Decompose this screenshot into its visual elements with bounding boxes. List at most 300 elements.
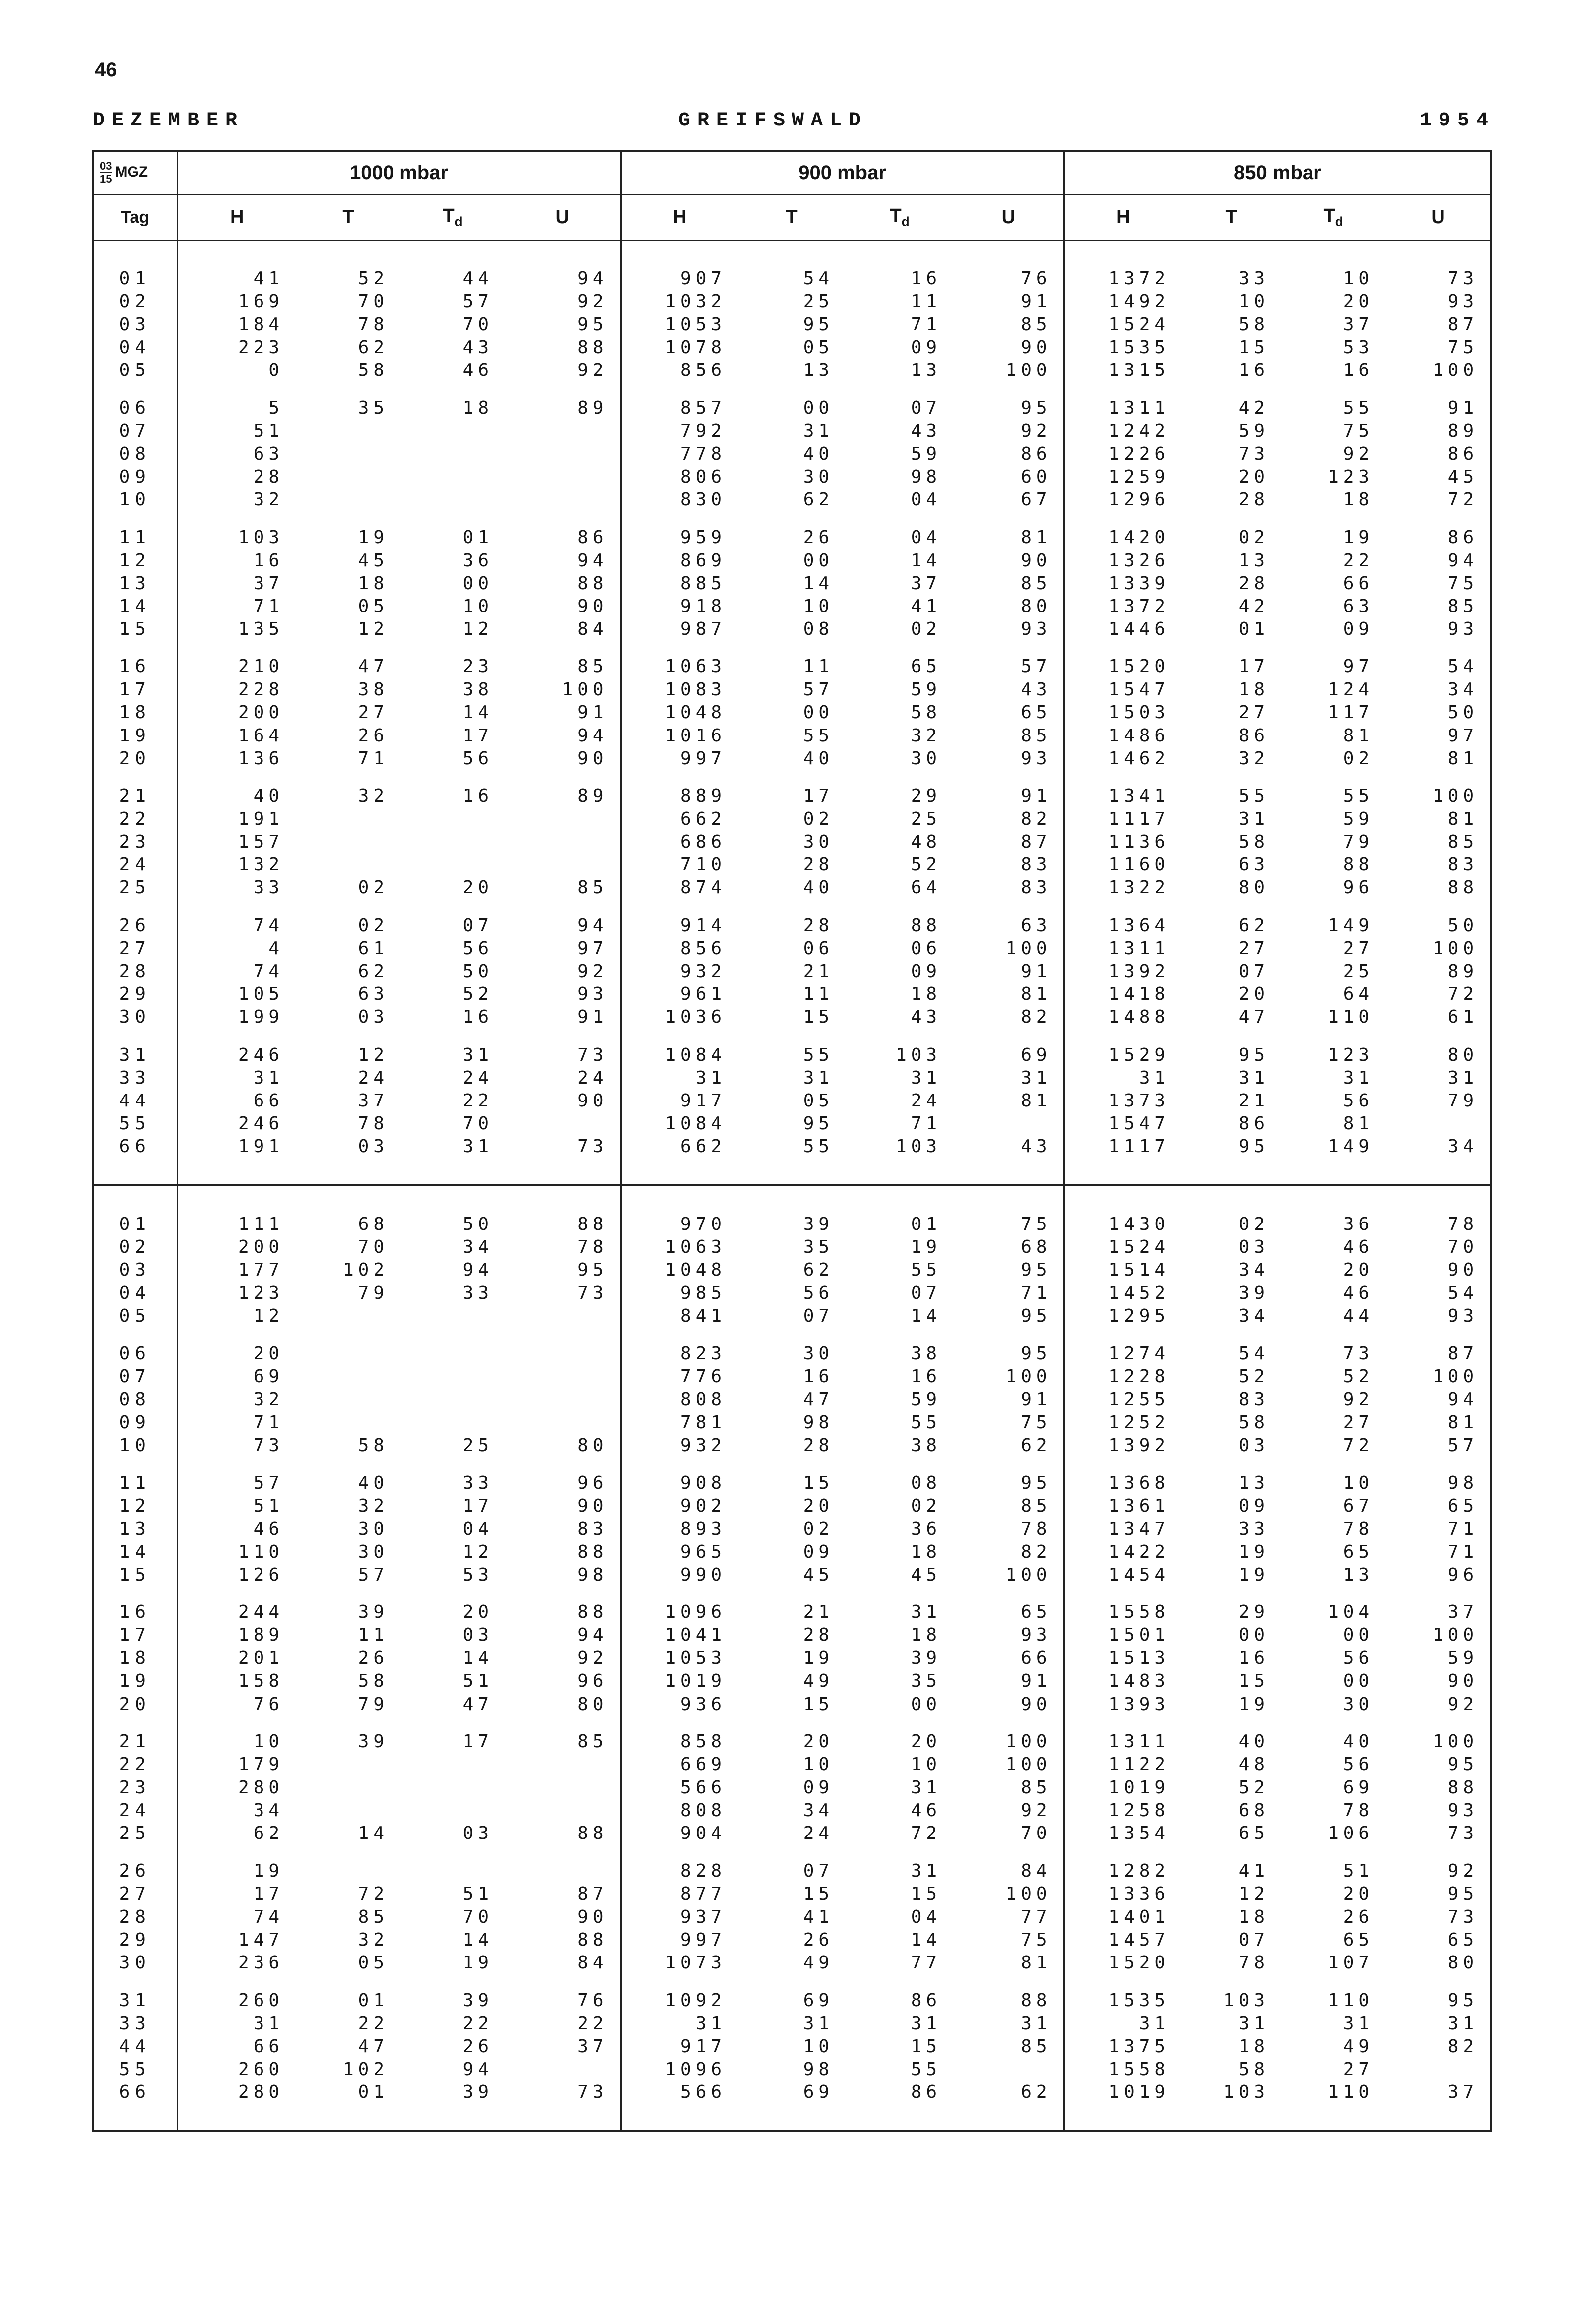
table-row (93, 1799, 1491, 1822)
cell-u-900: 92 (1021, 1800, 1051, 1821)
cell-u-900: 90 (1021, 550, 1051, 571)
cell-u-850: 75 (1447, 573, 1479, 594)
cell-u-1000 (505, 854, 621, 876)
cell-t-850: 28 (1238, 489, 1270, 510)
cell-td-900: 04 (911, 489, 942, 510)
cell-tag: 33 (119, 2013, 151, 2034)
cell-td-850: 59 (1343, 809, 1374, 830)
cell-t-850: 42 (1238, 397, 1270, 418)
cell-td-900: 18 (911, 1541, 942, 1562)
table-row (93, 1342, 1491, 1365)
cell-h-1000: 66 (177, 2035, 296, 2058)
table-row (93, 1089, 1491, 1112)
cell-td-850: 92 (1343, 1389, 1374, 1410)
cell-h-900: 1096 (621, 2058, 738, 2080)
cell-t-850: 03 (1238, 1435, 1270, 1456)
cell-td-1000: 20 (462, 1602, 493, 1623)
cell-h-900: 893 (621, 1517, 738, 1540)
table-row (93, 1989, 1491, 2012)
cell-td-900: 38 (911, 1343, 942, 1364)
cell-td-1000: 20 (462, 877, 493, 898)
table-row (93, 1563, 1491, 1586)
cell-t-850: 16 (1238, 1648, 1270, 1669)
table-row (93, 854, 1491, 876)
cell-u-1000 (505, 1365, 621, 1388)
cell-h-1000: 10 (177, 1730, 296, 1753)
cell-u-900: 93 (1021, 748, 1051, 769)
cell-u-1000: 88 (577, 1930, 608, 1951)
cell-u-850 (1386, 2058, 1491, 2080)
cell-u-1000: 95 (577, 314, 608, 335)
cell-h-1000: 147 (177, 1929, 296, 1952)
cell-tag: 44 (119, 2036, 151, 2057)
cell-h-850: 1547 (1064, 678, 1181, 701)
cell-t-850: 01 (1238, 618, 1270, 639)
cell-t-850: 34 (1238, 1306, 1270, 1327)
cell-u-1000: 80 (577, 1694, 608, 1714)
cell-td-1000: 14 (462, 702, 493, 723)
cell-td-1000 (400, 1388, 505, 1411)
cell-h-850: 1422 (1064, 1540, 1181, 1563)
cell-u-1000: 88 (577, 1602, 608, 1623)
group-spacer (93, 770, 1491, 785)
cell-u-850: 87 (1447, 1343, 1479, 1364)
cell-u-850: 95 (1447, 1883, 1479, 1904)
cell-u-850: 61 (1447, 1007, 1479, 1028)
cell-tag: 10 (119, 489, 151, 510)
cell-td-900: 18 (911, 1625, 942, 1646)
cell-u-850: 100 (1433, 360, 1479, 381)
cell-u-1000: 88 (577, 1823, 608, 1844)
cell-u-900: 62 (1021, 1435, 1051, 1456)
cell-h-850: 1452 (1064, 1282, 1181, 1305)
cell-tag: 24 (119, 1800, 151, 1821)
cell-td-1000: 00 (462, 573, 493, 594)
cell-td-900: 64 (911, 877, 942, 898)
table-row (93, 1411, 1491, 1434)
cell-h-1000: 66 (177, 1089, 296, 1112)
cell-u-900: 95 (1021, 1472, 1051, 1493)
group-spacer (93, 1457, 1491, 1471)
cell-td-900: 14 (911, 1930, 942, 1951)
cell-tag: 66 (119, 1136, 151, 1157)
cell-td-1000 (400, 419, 505, 442)
cell-t-900: 28 (803, 1625, 834, 1646)
cell-h-900: 1063 (621, 655, 738, 678)
cell-td-1000 (400, 442, 505, 465)
cell-tag: 25 (119, 1823, 151, 1844)
table-row (93, 2058, 1491, 2080)
cell-t-900: 39 (803, 1214, 834, 1234)
cell-td-850: 123 (1328, 1044, 1374, 1065)
cell-t-900: 95 (803, 314, 834, 335)
cell-u-1000 (505, 488, 621, 511)
cell-t-1000: 68 (358, 1214, 389, 1234)
cell-t-1000: 24 (358, 1067, 389, 1088)
cell-u-1000 (505, 1342, 621, 1365)
cell-tag: 55 (119, 1113, 151, 1134)
cell-t-900: 40 (803, 748, 834, 769)
cell-t-1000 (296, 1305, 400, 1328)
cell-u-850: 54 (1447, 656, 1479, 677)
cell-u-900: 75 (1021, 1930, 1051, 1951)
cell-u-1000: 91 (577, 1007, 608, 1028)
cell-h-850: 1019 (1064, 1776, 1181, 1799)
cell-t-850: 34 (1238, 1259, 1270, 1280)
cell-t-900: 49 (803, 1671, 834, 1692)
cell-t-1000: 32 (358, 1495, 389, 1516)
cell-t-850: 19 (1238, 1694, 1270, 1714)
cell-h-850: 1019 (1064, 2080, 1181, 2103)
cell-t-1000: 05 (358, 596, 389, 616)
cell-td-850: 31 (1343, 1067, 1374, 1088)
cell-h-1000: 191 (177, 808, 296, 831)
cell-u-1000: 88 (577, 573, 608, 594)
table-row (93, 1006, 1491, 1029)
cell-h-850: 1524 (1064, 313, 1181, 336)
cell-t-900: 14 (803, 573, 834, 594)
cell-h-1000: 71 (177, 595, 296, 617)
cell-u-900: 80 (1021, 596, 1051, 616)
cell-h-850: 1373 (1064, 1089, 1181, 1112)
cell-td-900: 15 (911, 1883, 942, 1904)
cell-td-900: 46 (911, 1800, 942, 1821)
cell-h-1000: 28 (177, 465, 296, 488)
cell-td-850: 53 (1343, 337, 1374, 358)
cell-t-850: 65 (1238, 1823, 1270, 1844)
cell-t-850: 86 (1238, 1113, 1270, 1134)
cell-td-850: 73 (1343, 1343, 1374, 1364)
group-spacer (93, 1586, 1491, 1601)
cell-u-900: 76 (1021, 268, 1051, 289)
cell-td-850: 44 (1343, 1306, 1374, 1327)
col-h-900: H (621, 194, 738, 240)
cell-h-1000: 73 (177, 1434, 296, 1457)
cell-h-1000: 74 (177, 960, 296, 983)
table-row (93, 747, 1491, 770)
cell-h-1000: 177 (177, 1258, 296, 1281)
cell-td-1000: 53 (462, 1564, 493, 1585)
cell-u-900 (953, 1112, 1064, 1135)
cell-t-900: 26 (803, 1930, 834, 1951)
cell-tag: 30 (119, 1007, 151, 1028)
cell-u-900: 95 (1021, 1343, 1051, 1364)
cell-h-850: 1486 (1064, 724, 1181, 747)
cell-t-900: 28 (803, 1435, 834, 1456)
cell-t-900: 54 (803, 268, 834, 289)
table-row (93, 724, 1491, 747)
cell-td-900: 11 (911, 291, 942, 312)
cell-tag: 19 (119, 1671, 151, 1692)
cell-td-900: 55 (911, 1259, 942, 1280)
cell-t-850: 73 (1238, 443, 1270, 464)
cell-h-900: 877 (621, 1882, 738, 1905)
cell-t-900: 40 (803, 877, 834, 898)
cell-u-1000: 94 (577, 915, 608, 936)
cell-td-850: 67 (1343, 1495, 1374, 1516)
cell-u-850: 83 (1447, 855, 1479, 875)
cell-u-1000: 98 (577, 1564, 608, 1585)
cell-t-1000 (296, 465, 400, 488)
cell-td-1000: 50 (462, 1214, 493, 1234)
cell-td-850: 66 (1343, 573, 1374, 594)
cell-t-850: 20 (1238, 984, 1270, 1005)
cell-h-900: 1092 (621, 1989, 738, 2012)
cell-td-850: 27 (1343, 1412, 1374, 1433)
cell-tag: 29 (119, 1930, 151, 1951)
cell-t-900: 95 (803, 1113, 834, 1134)
cell-t-1000: 70 (358, 291, 389, 312)
cell-h-1000: 4 (177, 937, 296, 960)
aerological-data-table (92, 150, 1492, 2132)
cell-t-900: 20 (803, 1495, 834, 1516)
table-row (93, 785, 1491, 808)
cell-t-850: 12 (1238, 1883, 1270, 1904)
cell-h-900: 932 (621, 960, 738, 983)
cell-t-850: 95 (1238, 1136, 1270, 1157)
cell-td-900: 10 (911, 1754, 942, 1775)
table-row (93, 876, 1491, 899)
cell-t-900: 55 (803, 1136, 834, 1157)
cell-t-1000: 62 (358, 961, 389, 982)
group-spacer (93, 1029, 1491, 1044)
cell-t-850: 52 (1238, 1777, 1270, 1798)
cell-t-900: 28 (803, 855, 834, 875)
cell-t-900: 49 (803, 1953, 834, 1973)
cell-t-900: 69 (803, 2081, 834, 2102)
cell-t-900: 19 (803, 1648, 834, 1669)
cell-h-850: 1122 (1064, 1753, 1181, 1776)
cell-t-1000: 02 (358, 915, 389, 936)
cell-u-900: 93 (1021, 1625, 1051, 1646)
table-row (93, 960, 1491, 983)
section-bottom-spacer (93, 1158, 1491, 1186)
cell-td-900: 48 (911, 832, 942, 853)
cell-h-850: 1446 (1064, 617, 1181, 640)
table-row (93, 267, 1491, 290)
cell-h-900: 907 (621, 267, 738, 290)
cell-td-850: 16 (1343, 360, 1374, 381)
cell-tag: 22 (119, 809, 151, 830)
cell-td-850: 20 (1343, 1883, 1374, 1904)
cell-h-900: 874 (621, 876, 738, 899)
cell-tag: 19 (119, 725, 151, 746)
cell-t-900: 00 (803, 397, 834, 418)
cell-u-900: 31 (1021, 1067, 1051, 1088)
cell-u-850: 95 (1447, 1990, 1479, 2011)
tag-header: Tag (121, 207, 150, 227)
cell-td-1000: 36 (462, 550, 493, 571)
cell-t-900: 62 (803, 489, 834, 510)
cell-td-900: 31 (911, 1067, 942, 1088)
cell-td-900: 31 (911, 1777, 942, 1798)
cell-td-900: 45 (911, 1564, 942, 1585)
cell-td-1000: 56 (462, 748, 493, 769)
col-u-1000: U (555, 206, 569, 228)
cell-u-1000 (505, 2058, 621, 2080)
cell-t-1000: 30 (358, 1541, 389, 1562)
cell-u-900: 85 (1021, 725, 1051, 746)
cell-u-900: 83 (1021, 855, 1051, 875)
table-row (93, 678, 1491, 701)
cell-u-850: 50 (1447, 915, 1479, 936)
cell-t-1000: 30 (358, 1518, 389, 1539)
cell-u-1000: 94 (577, 1625, 608, 1646)
cell-u-850: 97 (1447, 725, 1479, 746)
cell-tag: 09 (119, 1412, 151, 1433)
cell-h-1000: 246 (177, 1043, 296, 1066)
cell-tag: 17 (119, 679, 151, 700)
cell-u-1000: 90 (577, 596, 608, 616)
cell-td-850: 56 (1343, 1754, 1374, 1775)
cell-h-850: 1372 (1064, 595, 1181, 617)
cell-td-900: 16 (911, 268, 942, 289)
cell-h-850: 1393 (1064, 1693, 1181, 1715)
cell-td-1000 (400, 808, 505, 831)
cell-u-900: 66 (1021, 1648, 1051, 1669)
cell-t-1000: 18 (358, 573, 389, 594)
cell-td-900: 65 (911, 656, 942, 677)
cell-h-1000: 5 (177, 396, 296, 419)
cell-t-850: 17 (1238, 656, 1270, 677)
cell-t-1000: 12 (358, 1044, 389, 1065)
col-t-850: T (1225, 206, 1237, 228)
cell-h-1000: 200 (177, 1235, 296, 1258)
cell-u-850: 34 (1447, 1136, 1479, 1157)
cell-td-850: 117 (1328, 702, 1374, 723)
cell-t-850: 21 (1238, 1090, 1270, 1111)
cell-tag: 08 (119, 443, 151, 464)
cell-td-1000 (400, 488, 505, 511)
cell-u-1000: 90 (577, 1495, 608, 1516)
cell-td-1000: 04 (462, 1518, 493, 1539)
cell-u-850: 80 (1447, 1044, 1479, 1065)
cell-tag: 31 (119, 1990, 151, 2011)
cell-u-900: 91 (1021, 291, 1051, 312)
cell-td-1000: 18 (462, 397, 493, 418)
cell-h-850: 1252 (1064, 1411, 1181, 1434)
cell-t-850: 00 (1238, 1625, 1270, 1646)
cell-h-1000: 51 (177, 419, 296, 442)
table-row (93, 2035, 1491, 2058)
cell-h-1000: 105 (177, 983, 296, 1006)
cell-u-900: 31 (1021, 2013, 1051, 2034)
cell-td-900: 55 (911, 1412, 942, 1433)
cell-u-850: 37 (1447, 1602, 1479, 1623)
cell-u-900: 100 (1005, 1883, 1051, 1904)
cell-h-1000: 51 (177, 1494, 296, 1517)
cell-t-850: 58 (1238, 832, 1270, 853)
cell-tag: 08 (119, 1389, 151, 1410)
table-row (93, 1112, 1491, 1135)
cell-h-900: 914 (621, 914, 738, 937)
cell-t-900: 45 (803, 1564, 834, 1585)
cell-t-850: 15 (1238, 1671, 1270, 1692)
cell-t-900: 28 (803, 915, 834, 936)
table-row (93, 1235, 1491, 1258)
cell-td-900: 07 (911, 1283, 942, 1304)
table-row (93, 2012, 1491, 2035)
cell-h-900: 1083 (621, 678, 738, 701)
cell-h-850: 1401 (1064, 1906, 1181, 1929)
cell-u-1000 (505, 808, 621, 831)
cell-td-850: 27 (1343, 938, 1374, 959)
table-row (93, 1471, 1491, 1494)
cell-u-1000: 89 (577, 786, 608, 807)
cell-td-1000: 16 (462, 1007, 493, 1028)
cell-t-1000: 57 (358, 1564, 389, 1585)
cell-u-900: 100 (1005, 360, 1051, 381)
cell-t-1000: 85 (358, 1907, 389, 1928)
cell-tag: 28 (119, 1907, 151, 1928)
cell-tag: 15 (119, 618, 151, 639)
cell-h-1000: 33 (177, 876, 296, 899)
cell-h-900: 806 (621, 465, 738, 488)
cell-u-850: 75 (1447, 337, 1479, 358)
cell-t-850: 47 (1238, 1007, 1270, 1028)
cell-td-850: 96 (1343, 877, 1374, 898)
cell-t-850: 27 (1238, 702, 1270, 723)
cell-tag: 20 (119, 748, 151, 769)
cell-td-850: 104 (1328, 1602, 1374, 1623)
cell-u-850: 95 (1447, 1754, 1479, 1775)
cell-h-900: 1096 (621, 1601, 738, 1624)
cell-u-900: 63 (1021, 915, 1051, 936)
cell-td-850: 110 (1328, 1007, 1374, 1028)
cell-td-900: 04 (911, 527, 942, 548)
cell-u-900: 69 (1021, 1044, 1051, 1065)
cell-td-900: 30 (911, 748, 942, 769)
cell-h-850: 1558 (1064, 1601, 1181, 1624)
table-row (93, 617, 1491, 640)
level-900-header: 900 mbar (621, 151, 1064, 194)
cell-td-900: 24 (911, 1090, 942, 1111)
table-row (93, 831, 1491, 854)
table-row (93, 595, 1491, 617)
cell-t-850: 18 (1238, 1907, 1270, 1928)
table-row (93, 1647, 1491, 1670)
table-row (93, 549, 1491, 572)
cell-t-1000 (296, 1776, 400, 1799)
cell-h-1000: 71 (177, 1411, 296, 1434)
cell-t-1000 (296, 419, 400, 442)
cell-h-850: 1339 (1064, 572, 1181, 595)
cell-u-900: 82 (1021, 809, 1051, 830)
station-title: GREIFSWALD (678, 110, 868, 132)
cell-u-1000 (505, 831, 621, 854)
cell-u-850: 85 (1447, 832, 1479, 853)
cell-u-900: 81 (1021, 984, 1051, 1005)
cell-td-1000: 47 (462, 1694, 493, 1714)
cell-td-1000: 94 (462, 2059, 493, 2079)
table-row (93, 442, 1491, 465)
cell-u-850: 45 (1447, 466, 1479, 487)
table-row (93, 1540, 1491, 1563)
cell-h-850: 1529 (1064, 1043, 1181, 1066)
cell-h-1000: 0 (177, 359, 296, 382)
cell-h-1000: 57 (177, 1471, 296, 1494)
cell-tag: 04 (119, 1283, 151, 1304)
cell-td-900: 08 (911, 1472, 942, 1493)
cell-td-850: 26 (1343, 1907, 1374, 1928)
cell-t-900: 07 (803, 1860, 834, 1881)
cell-td-850: 30 (1343, 1694, 1374, 1714)
cell-u-1000: 93 (577, 984, 608, 1005)
cell-t-850: 02 (1238, 527, 1270, 548)
cell-u-850: 31 (1447, 2013, 1479, 2034)
cell-u-850: 81 (1447, 809, 1479, 830)
cell-td-900: 07 (911, 397, 942, 418)
